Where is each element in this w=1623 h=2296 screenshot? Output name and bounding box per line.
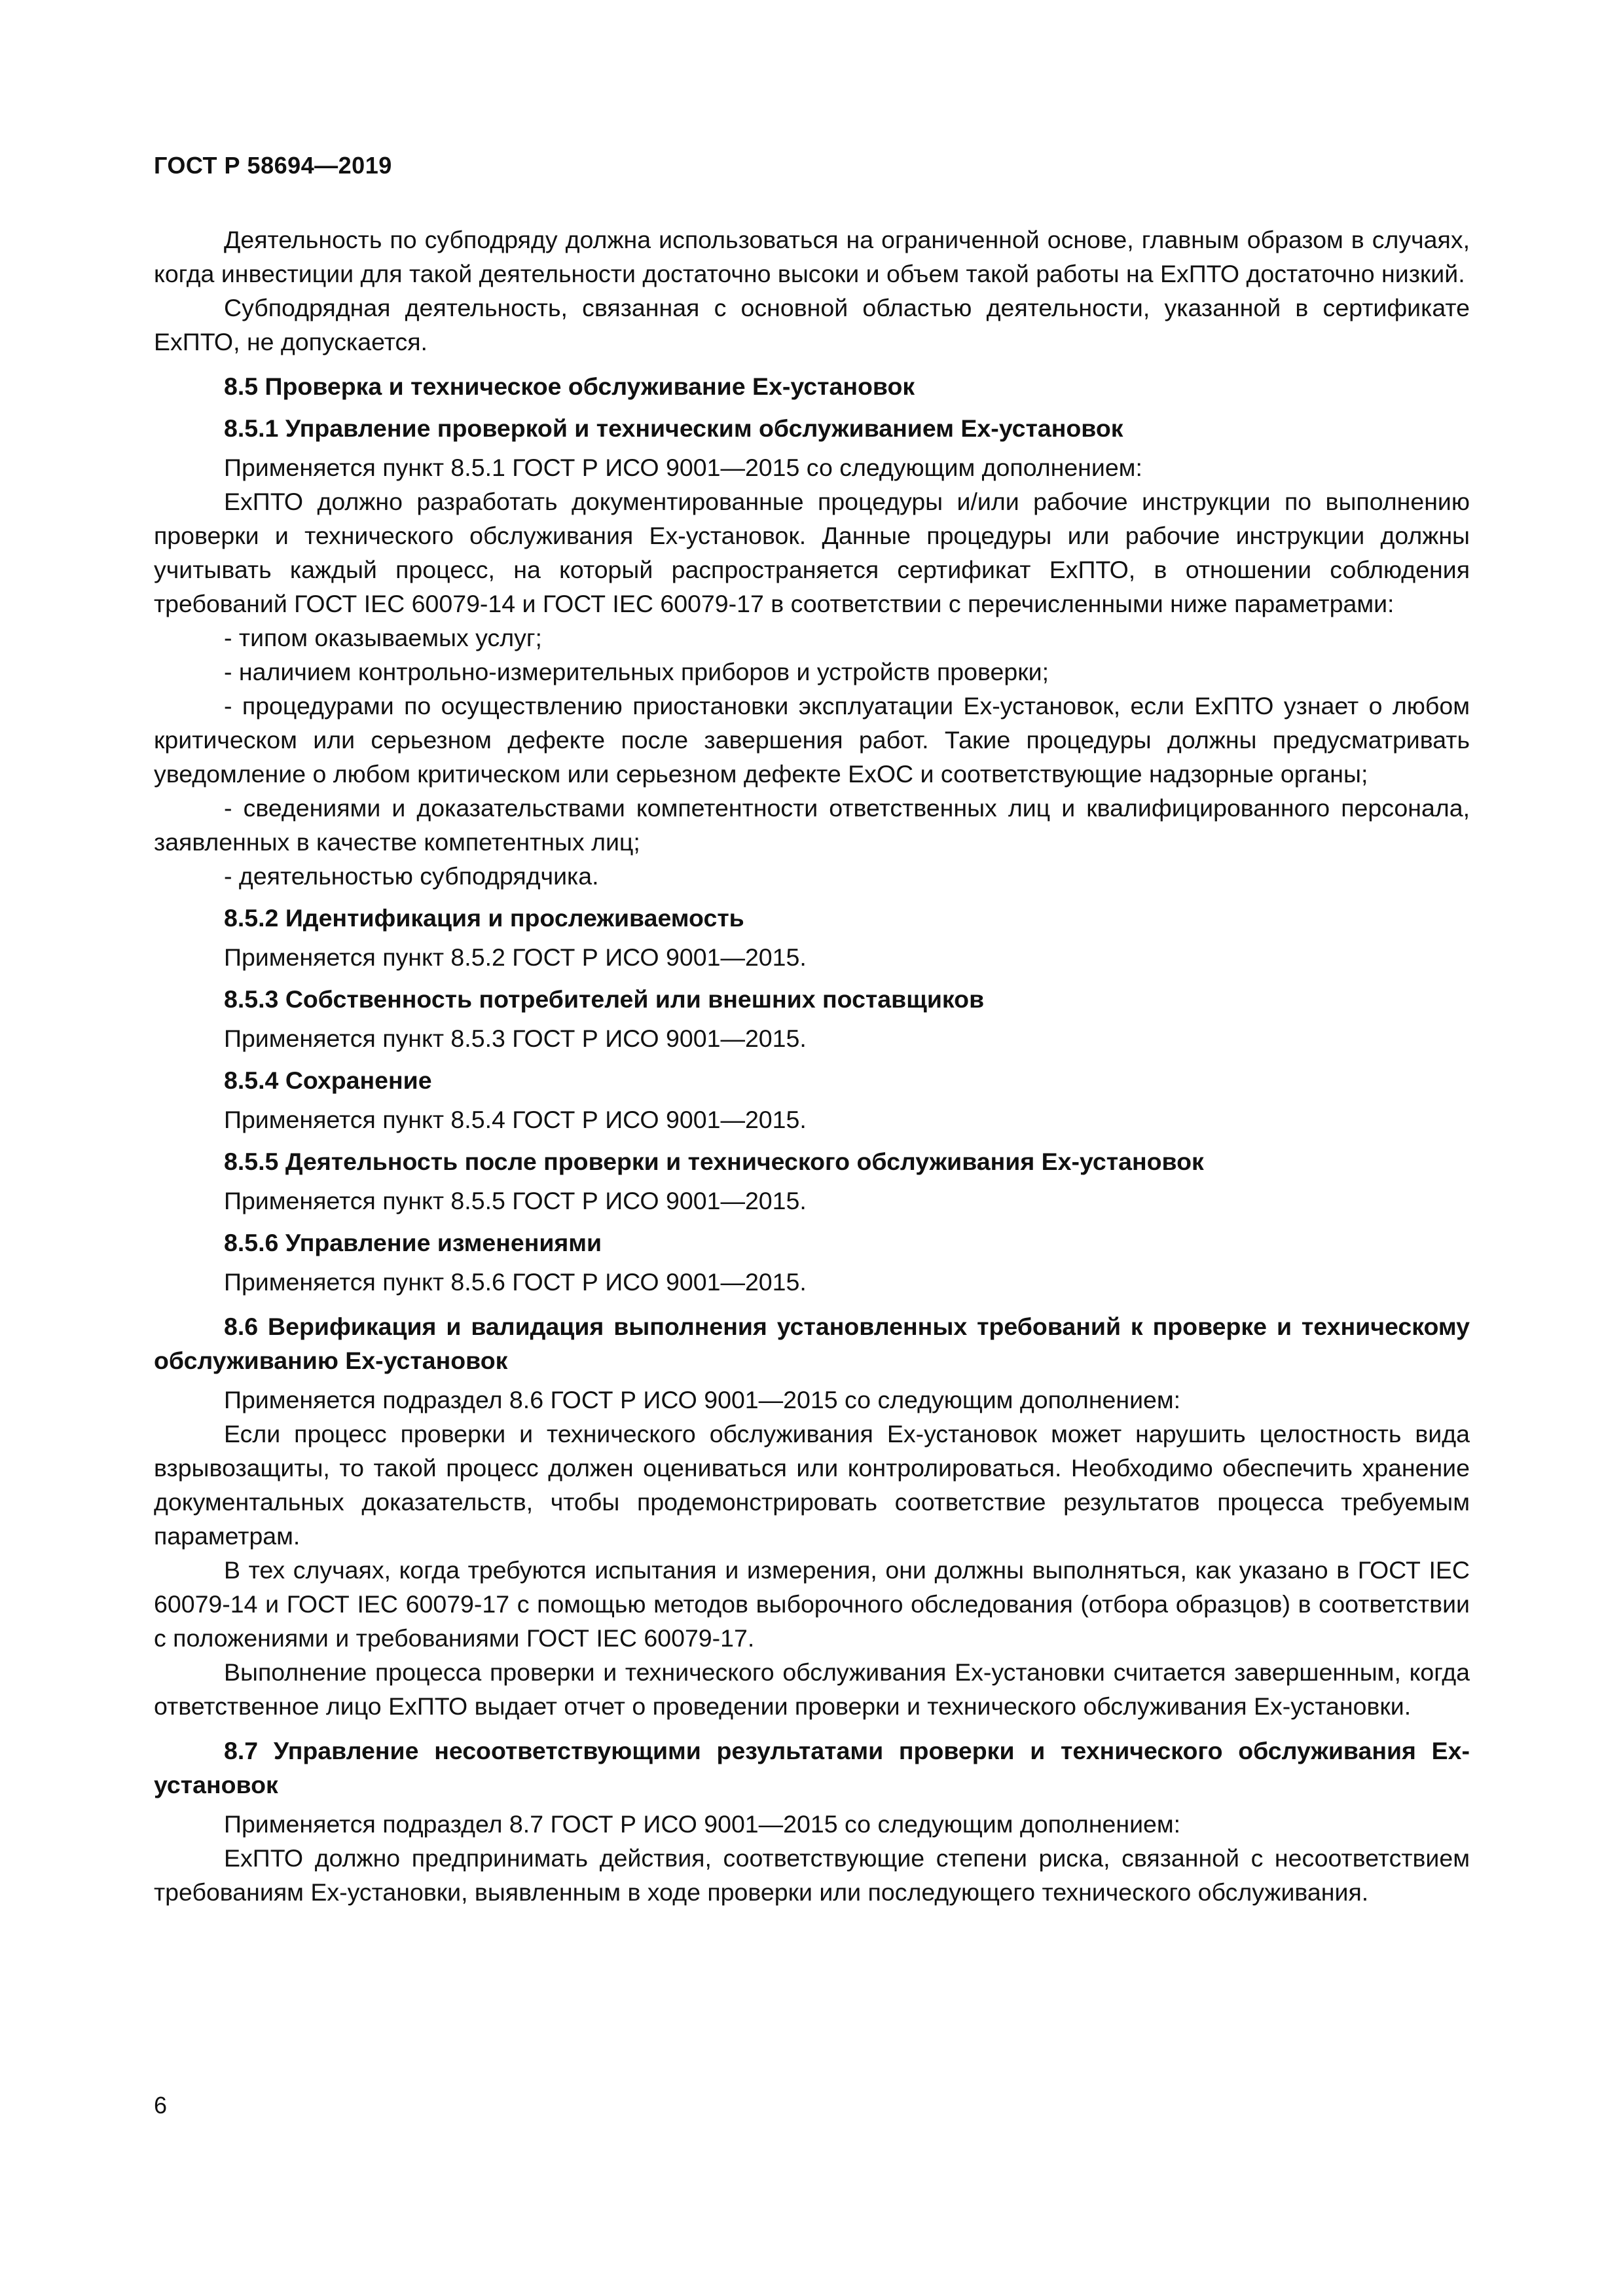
list-item: - наличием контрольно-измерительных приборов и устройств проверки;: [224, 658, 1049, 685]
paragraph: Применяется пункт 8.5.3 ГОСТ Р ИСО 9001—2015.: [224, 1025, 807, 1052]
paragraph: Применяется пункт 8.5.5 ГОСТ Р ИСО 9001—2015.: [224, 1187, 807, 1214]
page-number: 6: [154, 2092, 168, 2119]
paragraph: Деятельность по субподряду должна использоваться на ограниченной основе, главным образом в случаях, когда инвестиции для такой деятельности достаточно высоки и объем такой работы на ExПТО достаточно низкий.: [154, 226, 1470, 287]
paragraph: Применяется пункт 8.5.1 ГОСТ Р ИСО 9001—2015 со следующим дополнением:: [224, 454, 1142, 481]
paragraph: Применяется пункт 8.5.6 ГОСТ Р ИСО 9001—2015.: [224, 1268, 807, 1296]
paragraph: Применяется подраздел 8.7 ГОСТ Р ИСО 9001—2015 со следующим дополнением:: [224, 1810, 1181, 1838]
paragraph: Выполнение процесса проверки и технического обслуживания Ex-установки считается завершенным, когда ответственное лицо ExПТО выдает отчет о проведении проверки и технического обслуживания Ex-установки.: [154, 1658, 1470, 1720]
document-body: [154, 223, 1470, 1909]
subsection-heading-8-5-6: 8.5.6 Управление изменениями: [224, 1229, 602, 1256]
section-heading-8-5: 8.5 Проверка и техническое обслуживание Ex-установок: [224, 373, 915, 400]
subsection-heading-8-5-4: 8.5.4 Сохранение: [224, 1066, 432, 1094]
subsection-heading-8-5-3: 8.5.3 Собственность потребителей или внешних поставщиков: [224, 985, 985, 1013]
paragraph: ExПТО должно предпринимать действия, соответствующие степени риска, связанной с несоответствием требованиям Ex-установки, выявленным в ходе проверки или последующего технического обслуживания.: [154, 1844, 1470, 1906]
paragraph: В тех случаях, когда требуются испытания и измерения, они должны выполняться, как указано в ГОСТ IEC 60079-14 и ГОСТ IEC 60079-17 с помощью методов выборочного обследования (отбора образцов) в соответствии с положениями и требованиями ГОСТ IEC 60079-17.: [154, 1556, 1470, 1652]
paragraph: Применяется подраздел 8.6 ГОСТ Р ИСО 9001—2015 со следующим дополнением:: [224, 1386, 1181, 1413]
paragraph: ExПТО должно разработать документированные процедуры и/или рабочие инструкции по выполнению проверки и технического обслуживания Ex-установок. Данные процедуры или рабочие инструкции должны учитывать каждый процесс, на который распространяется сертификат ExПТО, в отношении соблюдения требований ГОСТ IEC 60079-14 и ГОСТ IEC 60079-17 в соответствии с перечисленными ниже параметрами:: [154, 488, 1470, 617]
section-heading-8-6: 8.6 Верификация и валидация выполнения установленных требований к проверке и техническому обслуживанию Ex-установок: [154, 1313, 1470, 1374]
paragraph: Применяется пункт 8.5.2 ГОСТ Р ИСО 9001—2015.: [224, 943, 807, 971]
subsection-heading-8-5-1: 8.5.1 Управление проверкой и техническим обслуживанием Ex-установок: [224, 414, 1123, 442]
list-item: - процедурами по осуществлению приостановки эксплуатации Ex-установок, если ExПТО узнает о любом критическом или серьезном дефекте после завершения работ. Такие процедуры должны предусматривать уведомление о любом критическом или серьезном дефекте ExОС и соответствующие надзорные органы;: [154, 692, 1470, 788]
list-item: - сведениями и доказательствами компетентности ответственных лиц и квалифицированного персонала, заявленных в качестве компетентных лиц;: [154, 794, 1470, 856]
list-item: - деятельностью субподрядчика.: [224, 862, 599, 890]
document-header: ГОСТ Р 58694—2019: [154, 152, 392, 179]
section-heading-8-7: 8.7 Управление несоответствующими результатами проверки и технического обслуживания Ex-установок: [154, 1737, 1470, 1798]
paragraph: Субподрядная деятельность, связанная с основной областью деятельности, указанной в сертификате ExПТО, не допускается.: [154, 294, 1470, 355]
list-item: - типом оказываемых услуг;: [224, 624, 542, 651]
subsection-heading-8-5-2: 8.5.2 Идентификация и прослеживаемость: [224, 904, 744, 932]
subsection-heading-8-5-5: 8.5.5 Деятельность после проверки и технического обслуживания Ex-установок: [224, 1148, 1204, 1175]
paragraph: Если процесс проверки и технического обслуживания Ex-установок может нарушить целостность вида взрывозащиты, то такой процесс должен оцениваться или контролироваться. Необходимо обеспечить хранение документальных доказательств, чтобы продемонстрировать соответствие результатов процесса требуемым параметрам.: [154, 1420, 1470, 1550]
paragraph: Применяется пункт 8.5.4 ГОСТ Р ИСО 9001—2015.: [224, 1106, 807, 1133]
